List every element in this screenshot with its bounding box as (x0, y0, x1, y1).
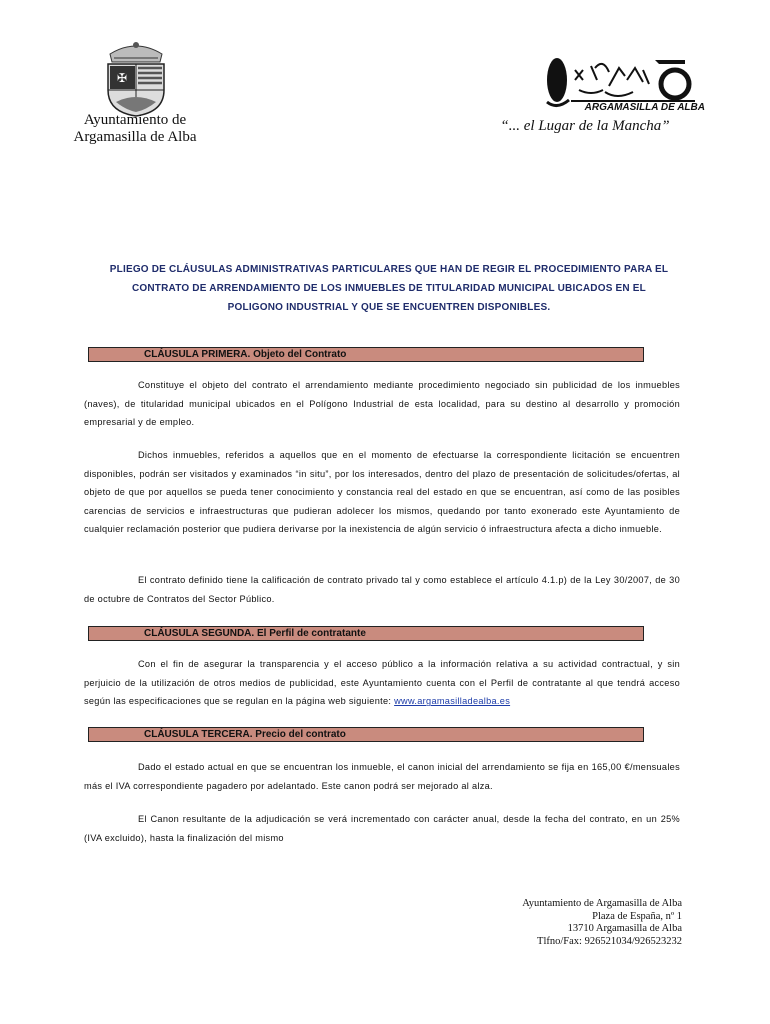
caption-line-1: Ayuntamiento de (83, 112, 187, 128)
footer-line-2: Plaza de España, nº 1 (592, 910, 682, 922)
motto-caption: “... el Lugar de la Mancha” (500, 118, 670, 134)
lugar-de-la-mancha-logo (535, 40, 705, 118)
clause-2-paragraph-1 (84, 655, 680, 711)
clause-3-p1-text: Dado el estado actual en que se encuentran los inmueble, el canon inicial del arrendamiento se fija en 165,00 €/mensuales más el IVA correspondiente pagadero por adelantado. Este canon podrá ser mejorado al alza. (84, 762, 680, 791)
clause-1-p1-text: Constituye el objeto del contrato el arrendamiento mediante procedimiento negociado sin publicidad de los inmuebles (naves), de titularidad municipal ubicados en el Polígono Industrial de esta localidad, para su destino al desarrollo y promoción empresarial y de empleo. (84, 380, 680, 428)
clause-3-paragraph-2 (84, 810, 680, 847)
title-line-3: POLIGONO INDUSTRIAL Y QUE SE ENCUENTREN DISPONIBLES. (227, 302, 551, 313)
clause-1-p2-text: Dichos inmuebles, referidos a aquellos que en el momento de efectuarse la correspondiente licitación se encuentren disponibles, podrán ser visitados y examinados “in situ”, por los interesados, dentro del plazo de presentación de solicitudes/ofertas, al objeto de que por aquellos se pueda tener conocimiento y constancia real del estado en que se encuentran, así como de las posibles carencias de servicios e infraestructuras que pudieran adolecer los mismos, quedando por tanto exonerado este Ayuntamiento de cualquier reclamación posterior que pudiera derivarse por la inexistencia de algún servicio ó infraestructura afecta a dicho inmueble. (84, 450, 680, 535)
logo-wordmark: ARGAMASILLA DE ALBA (584, 102, 705, 113)
title-line-1: PLIEGO DE CLÁUSULAS ADMINISTRATIVAS PARTICULARES QUE HAN DE REGIR EL PROCEDIMIENTO PARA EL (109, 264, 669, 275)
document-title (84, 260, 694, 317)
clause-3-heading: CLÁUSULA TERCERA. Precio del contrato (88, 727, 644, 742)
clause-1-paragraph-3 (84, 571, 680, 608)
svg-text:✠: ✠ (116, 71, 128, 85)
footer-line-3: 13710 Argamasilla de Alba (567, 923, 682, 934)
footer-address (470, 898, 682, 948)
clause-2-heading: CLÁUSULA SEGUNDA. El Perfil de contratante (88, 626, 644, 641)
clause-1-p3-text: El contrato definido tiene la calificación de contrato privado tal y como establece el artículo 4.1.p) de la Ley 30/2007, de 30 de octubre de Contratos del Sector Público. (84, 575, 680, 604)
clause-3-paragraph-1 (84, 758, 680, 795)
clause-3-p2-text: El Canon resultante de la adjudicación se verá incrementado con carácter anual, desde la fecha del contrato, en un 25% (IVA excluido), hasta la finalización del mismo (84, 814, 680, 843)
municipality-caption (50, 112, 220, 146)
title-line-2: CONTRATO DE ARRENDAMIENTO DE LOS INMUEBLES DE TITULARIDAD MUNICIPAL UBICADOS EN EL (131, 283, 646, 294)
profile-website-link[interactable]: www.argamasilladealba.es (394, 696, 511, 707)
caption-line-2: Argamasilla de Alba (73, 129, 197, 145)
clause-2-p1-text: Con el fin de asegurar la transparencia y el acceso público a la información relativa a su actividad contractual, y sin perjuicio de la utilización de otros medios de publicidad, este Ayuntamiento cuenta con el Perfil de contratante al que tendrá acceso según las especificaciones que se regulan en la página web siguiente: (84, 659, 680, 707)
clause-1-paragraph-1 (84, 376, 680, 432)
clause-1-paragraph-2 (84, 446, 680, 539)
footer-line-1: Ayuntamiento de Argamasilla de Alba (522, 898, 682, 909)
clause-1-heading: CLÁUSULA PRIMERA. Objeto del Contrato (88, 347, 644, 362)
coat-of-arms-logo (100, 40, 172, 118)
footer-line-4: Tlfno/Fax: 926521034/926523232 (537, 935, 682, 947)
